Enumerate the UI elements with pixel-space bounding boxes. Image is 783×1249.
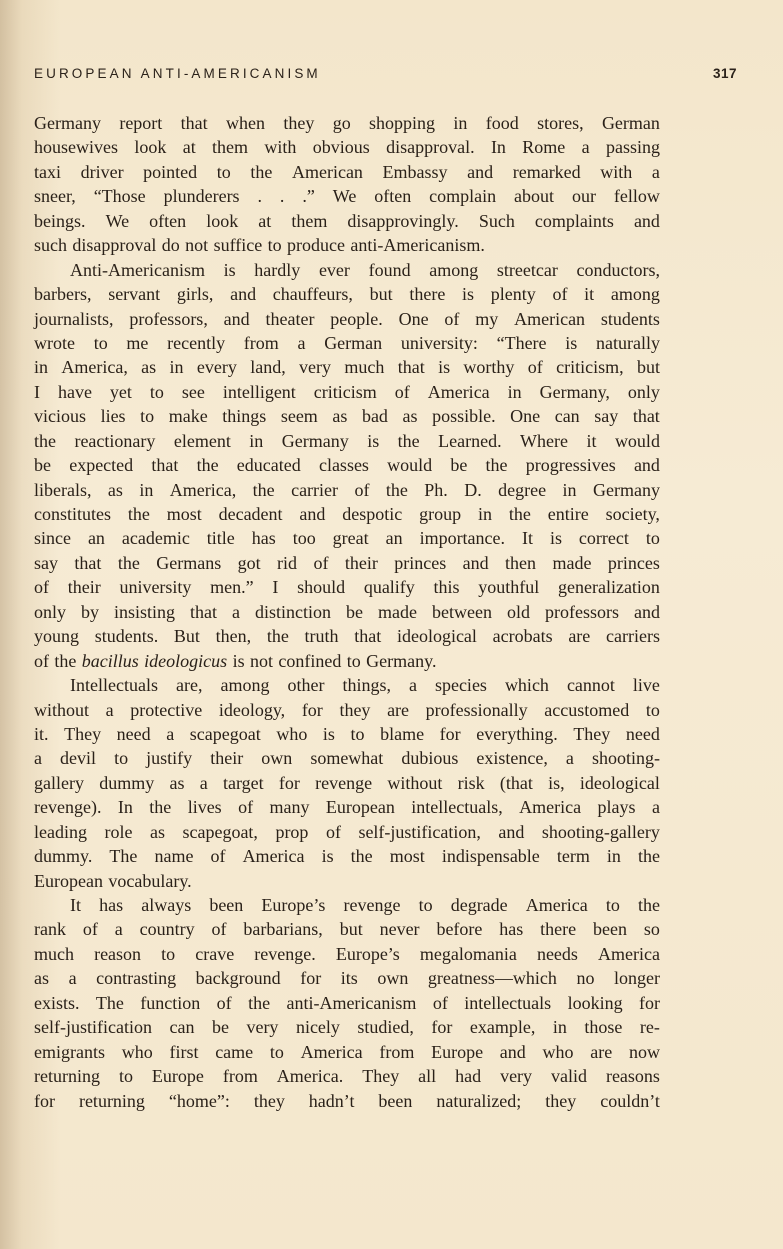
text-line: it. They need a scapegoat who is to blame for everything. They need bbox=[34, 723, 660, 744]
text-line: dummy. The name of America is the most indispensable term in the bbox=[34, 846, 660, 867]
body-text bbox=[34, 111, 660, 1113]
text-line: constitutes the most decadent and despotic group in the entire society, bbox=[34, 504, 660, 524]
text-line: vicious lies to make things seem as bad as possible. One can say that bbox=[34, 406, 660, 427]
text-line: journalists, professors, and theater people. One of my American students bbox=[34, 308, 660, 329]
text-line: say that the Germans got rid of their princes and then made princes bbox=[34, 552, 660, 573]
text-line: wrote to me recently from a German university: “There is naturally bbox=[34, 332, 660, 353]
text-line: young students. But then, the truth that ideological acrobats are carriers bbox=[34, 626, 660, 647]
text-line: since an academic title has too great an importance. It is correct to bbox=[34, 528, 660, 549]
text-line: beings. We often look at them disapprovingly. Such complaints and bbox=[34, 210, 660, 231]
page-number: 317 bbox=[712, 66, 737, 81]
text-line: returning to Europe from America. They all had very valid reasons bbox=[34, 1066, 660, 1087]
text-line: such disapproval do not suffice to produce anti-Americanism. bbox=[34, 235, 485, 256]
text-line: Intellectuals are, among other things, a species which cannot live bbox=[70, 675, 660, 696]
running-head bbox=[34, 66, 737, 86]
text-line: rank of a country of barbarians, but never before has there been so bbox=[34, 919, 660, 940]
text-line: of their university men.” I should qualify this youthful generalization bbox=[34, 577, 660, 598]
text-line: self-justification can be very nicely studied, for example, in those re- bbox=[34, 1017, 660, 1038]
text-line: sneer, “Those plunderers . . .” We often complain about our fellow bbox=[34, 186, 660, 207]
text-line: emigrants who first came to America from Europe and who are now bbox=[34, 1041, 660, 1062]
text-line: for returning “home”: they hadn’t been naturalized; they couldn’t bbox=[34, 1090, 660, 1111]
text-line: taxi driver pointed to the American Embassy and remarked with a bbox=[34, 161, 660, 182]
text-line: housewives look at them with obvious disapproval. In Rome a passing bbox=[34, 137, 660, 158]
text-line: Germany report that when they go shopping in food stores, German bbox=[34, 113, 660, 133]
text-line: without a protective ideology, for they are professionally accustomed to bbox=[34, 699, 660, 720]
text-line: European vocabulary. bbox=[34, 870, 192, 891]
text-line: revenge). In the lives of many European intellectuals, America plays a bbox=[34, 797, 660, 818]
text-line: the reactionary element in Germany is the Learned. Where it would bbox=[34, 430, 660, 451]
text-line: liberals, as in America, the carrier of the Ph. D. degree in Germany bbox=[34, 479, 660, 500]
text-line: in America, as in every land, very much that is worthy of criticism, but bbox=[34, 357, 660, 378]
text-line: a devil to justify their own somewhat dubious existence, a shooting- bbox=[34, 748, 660, 769]
text-line: much reason to crave revenge. Europe’s megalomania needs America bbox=[34, 943, 660, 964]
text-line: of the bacillus ideologicus is not confined to Germany. bbox=[34, 650, 437, 671]
text-line: only by insisting that a distinction be made between old professors and bbox=[34, 601, 660, 622]
text-line: barbers, servant girls, and chauffeurs, but there is plenty of it among bbox=[34, 284, 660, 305]
text-line: as a contrasting background for its own greatness—which no longer bbox=[34, 968, 660, 989]
text-line: leading role as scapegoat, prop of self-justification, and shooting-gallery bbox=[34, 821, 660, 842]
text-line: be expected that the educated classes would be the progressives and bbox=[34, 455, 660, 476]
text-line: Anti-Americanism is hardly ever found among streetcar conductors, bbox=[70, 259, 660, 280]
text-line: It has always been Europe’s revenge to degrade America to the bbox=[70, 895, 660, 915]
text-line: I have yet to see intelligent criticism of America in Germany, only bbox=[34, 381, 660, 402]
text-line: gallery dummy as a target for revenge without risk (that is, ideological bbox=[34, 772, 660, 793]
running-title: EUROPEAN ANTI-AMERICANISM bbox=[34, 66, 321, 81]
text-line: exists. The function of the anti-Americanism of intellectuals looking for bbox=[34, 992, 660, 1013]
